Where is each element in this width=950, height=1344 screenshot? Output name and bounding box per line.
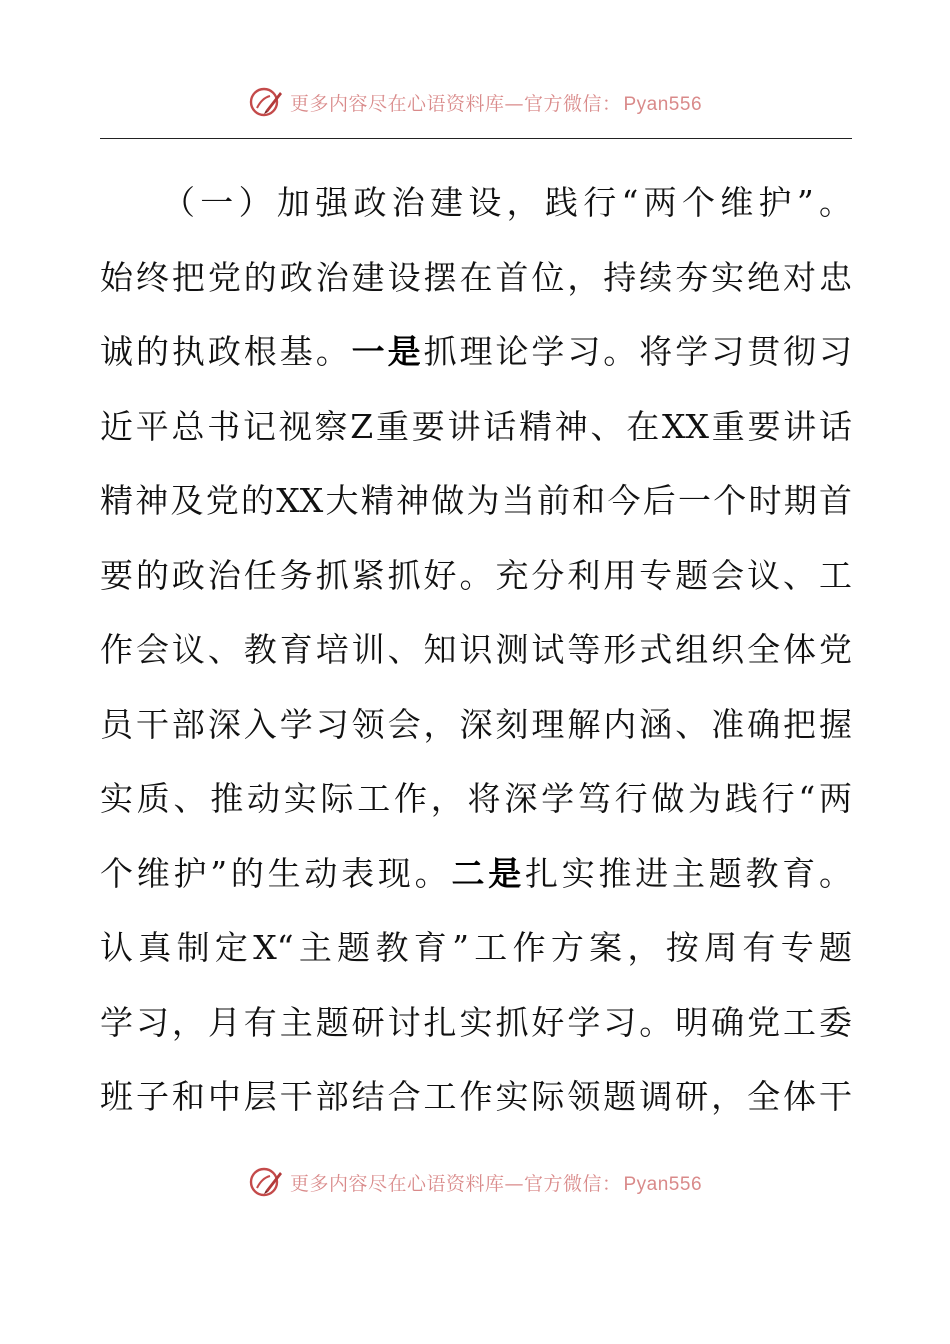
line-text: 要的政治任务抓紧抓好。充分利用专题会议、工 xyxy=(100,555,852,595)
watermark-id: Pyan556 xyxy=(623,1173,703,1195)
text-line xyxy=(100,1060,852,1135)
watermark-label: 更多内容尽在心语资料库—官方微信： xyxy=(289,92,622,115)
text-line xyxy=(100,464,852,539)
pen-logo-icon xyxy=(248,1164,284,1200)
line-text: 员干部深入学习领会，深刻理解内涵、准确把握 xyxy=(100,704,852,744)
text-line xyxy=(100,837,852,912)
line-text: （一）加强政治建设，践行“两个维护”。 xyxy=(162,183,852,222)
text-line xyxy=(100,539,852,614)
line-text: 始终把党的政治建设摆在首位，持续夯实绝对忠 xyxy=(100,257,852,297)
line-text: 认真制定X“主题教育”工作方案，按周有专题 xyxy=(100,928,852,967)
line-text: 实质、推动实际工作，将深学笃行做为践行“两 xyxy=(100,779,852,818)
line-text: 近平总书记视察Z重要讲话精神、在XX重要讲话 xyxy=(100,406,852,446)
header-divider xyxy=(100,138,852,139)
line-bold-text: 二是 xyxy=(451,853,525,893)
line-text: 个维护”的生动表现。 xyxy=(100,853,452,893)
text-line xyxy=(100,688,852,763)
watermark-label: 更多内容尽在心语资料库—官方微信： xyxy=(289,1172,622,1195)
line-text: 作会议、教育培训、知识测试等形式组织全体党 xyxy=(100,630,852,669)
text-line xyxy=(100,911,852,986)
text-line xyxy=(100,390,852,465)
watermark-text xyxy=(290,89,702,116)
text-line xyxy=(100,986,852,1061)
line-text: 学习，月有主题研讨扎实抓好学习。明确党工委 xyxy=(100,1002,852,1042)
text-line xyxy=(100,315,852,390)
watermark-text xyxy=(290,1169,702,1196)
line-text: 诚的执政根基。 xyxy=(100,332,352,371)
line-text-tail: 抓理论学习。将学习贯彻习 xyxy=(423,332,853,371)
watermark-id: Pyan556 xyxy=(623,93,703,115)
pen-logo-icon xyxy=(248,84,284,120)
footer-watermark xyxy=(0,1160,950,1204)
line-bold-text: 一是 xyxy=(351,332,424,371)
text-line xyxy=(100,613,852,688)
text-line xyxy=(100,762,852,837)
document-body xyxy=(100,166,852,1135)
text-line xyxy=(100,241,852,316)
line-text: 班子和中层干部结合工作实际领题调研，全体干 xyxy=(100,1077,852,1116)
text-line xyxy=(100,166,852,241)
line-text-tail: 扎实推进主题教育。 xyxy=(524,853,853,893)
line-text: 精神及党的XX大精神做为当前和今后一个时期首 xyxy=(100,481,852,520)
header-watermark xyxy=(0,80,950,124)
